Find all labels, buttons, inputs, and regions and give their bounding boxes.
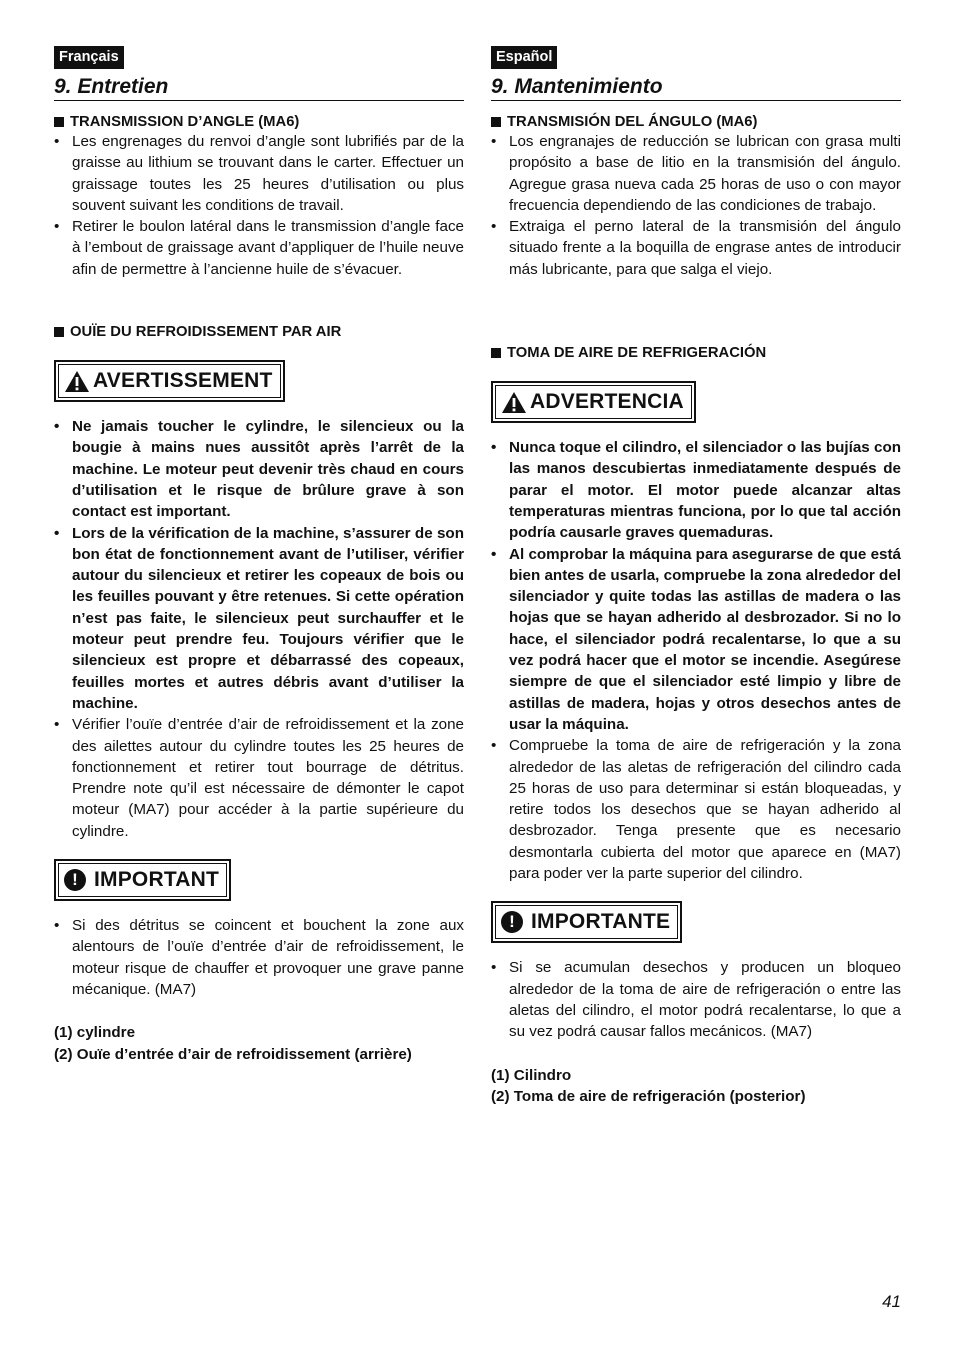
exclamation-icon: ! — [64, 869, 86, 891]
square-bullet-icon — [54, 327, 64, 337]
list-item: • Los engranajes de reducción se lubrican con grasa multi propósito a base de litio en la transmisión del ángulo. Agregue grasa nueva cada 25 horas de uso o con mayor frecuencia dependiendo de las condiciones de trabajo. — [491, 133, 901, 214]
list-item: • Compruebe la toma de aire de refrigeración y la zona alrededor de las aletas de refrigeración del cilindro cada 25 horas de uso para determinar si están bloqueadas, y retire todos los desechos que se hayan adherido al desbrozador. Tenga presente que es necesario desmontarla cubierta del motor que aparece en (MA7) para poder ver la parte superior del cilindro. — [491, 737, 901, 883]
bullet-list — [491, 957, 901, 1042]
list-item: • Si se acumulan desechos y producen un bloqueo alrededor de la toma de aire de refrigeración o entre las aletas del cilindro, el motor podrá recalentarse, lo que a su vez podrá causar fallos mecánicos. (MA7) — [491, 959, 901, 1041]
language-tag: Français — [54, 46, 124, 69]
list-item: • Vérifier l’ouïe d’entrée d’air de refroidissement et la zone des ailettes autour du cylindre toutes les 25 heures de fonctionnement et retirer tout bourrage de détritus. Prendre note qu’il est nécessaire de démonter le capot moteur (MA7) pour accéder à la partie supérieure du cylindre. — [54, 716, 464, 840]
warning-box — [54, 360, 285, 402]
section-heading: TRANSMISIÓN DEL ÁNGULO (MA6) — [491, 113, 901, 131]
figure-label: (2) Toma de aire de refrigeración (posterior) — [491, 1087, 806, 1105]
bullet-list — [54, 915, 464, 1000]
list-item: • Ne jamais toucher le cylindre, le silencieux ou la bougie à mains nues aussitôt après l’arrêt de la machine. Le moteur peut devenir très chaud en cours d’utilisation et le risque de brûlure grave à son contact est important. — [54, 418, 464, 521]
important-box — [491, 901, 682, 943]
column-french — [54, 46, 464, 1065]
chapter-title: 9. Entretien — [54, 75, 464, 101]
chapter-title: 9. Mantenimiento — [491, 75, 901, 101]
figure-label: (1) cylindre — [54, 1024, 136, 1042]
bullet-list — [54, 714, 464, 842]
warning-list — [54, 416, 464, 714]
list-item: • Lors de la vérification de la machine, s’assurer de son bon état de fonctionnement avant de l’utiliser, vérifier autour du silencieux et retirer les copeaux de bois ou les feuilles pouvant y être retenues. Si cette opération n’est pas faite, le silencieux peut surchauffer et le moteur peut prendre feu. Toujours vérifier que le silencieux est propre et débarrassé des copeaux, feuilles mortes et autres débris avant d’utiliser la machine. — [54, 524, 464, 712]
important-label: IMPORTANTE — [531, 910, 671, 934]
column-spanish — [491, 46, 901, 1107]
bullet-list — [491, 735, 901, 884]
warning-label: AVERTISSEMENT — [93, 369, 273, 393]
bullet-list — [54, 131, 464, 280]
list-item: • Retirer le boulon latéral dans le transmission d’angle face à l’embout de graissage avant d’appliquer de l’huile neuve afin de permettre à l’ancienne huile de s’évacuer. — [54, 218, 464, 278]
warning-triangle-icon — [64, 370, 90, 393]
figure-label: (1) Cilindro — [491, 1066, 572, 1084]
warning-box — [491, 381, 696, 423]
warning-triangle-icon — [501, 391, 527, 414]
square-bullet-icon — [491, 348, 501, 358]
section-heading: TOMA DE AIRE DE REFRIGERACIÓN — [491, 344, 901, 362]
square-bullet-icon — [491, 117, 501, 127]
bullet-list — [491, 131, 901, 280]
page-number: 41 — [882, 1292, 901, 1311]
list-item: • Nunca toque el cilindro, el silenciador o las bujías con las manos descubiertas inmediatamente después de parar el motor. El motor puede alcanzar altas temperaturas mientras funciona, por lo que tal acción podría causarle graves quemaduras. — [491, 439, 901, 542]
warning-list — [491, 437, 901, 735]
warning-label: ADVERTENCIA — [530, 390, 684, 414]
exclamation-icon: ! — [501, 911, 523, 933]
list-item: • Si des détritus se coincent et bouchent la zone aux alentours de l’ouïe d’entrée d’air de refroidissement, le moteur risque de chauffer et provoquer une grave panne mécanique. (MA7) — [54, 917, 464, 998]
figure-label: (2) Ouïe d’entrée d’air de refroidissement (arrière) — [54, 1045, 412, 1063]
language-tag: Español — [491, 46, 557, 69]
list-item: • Les engrenages du renvoi d’angle sont lubrifiés par de la graisse au lithium se trouvant dans le carter. Effectuer un graissage toutes les 25 heures d’utilisation ou plus souvent suivant les conditions de travail. — [54, 133, 464, 214]
important-label: IMPORTANT — [94, 868, 220, 892]
section-heading: OUÏE DU REFROIDISSEMENT PAR AIR — [54, 323, 464, 341]
list-item: • Al comprobar la máquina para asegurarse de que está bien antes de usarla, compruebe la zona alrededor del silenciador y quite todas las astillas de madera o las hojas que se hayan adherido al desbrozador. Si no lo hace, el silenciador podrá recalentarse, lo que a su vez podrá hacer que el motor se incendie. Asegúrese siempre de que el silenciador esté limpio y libre de astillas de madera, hojas y otros desechos antes de usar la máquina. — [491, 545, 901, 733]
section-heading: TRANSMISSION D’ANGLE (MA6) — [54, 113, 464, 131]
square-bullet-icon — [54, 117, 64, 127]
list-item: • Extraiga el perno lateral de la transmisión del ángulo situado frente a la boquilla de engrase antes de introducir más lubricante, para que salga el viejo. — [491, 218, 901, 278]
important-box — [54, 859, 231, 901]
